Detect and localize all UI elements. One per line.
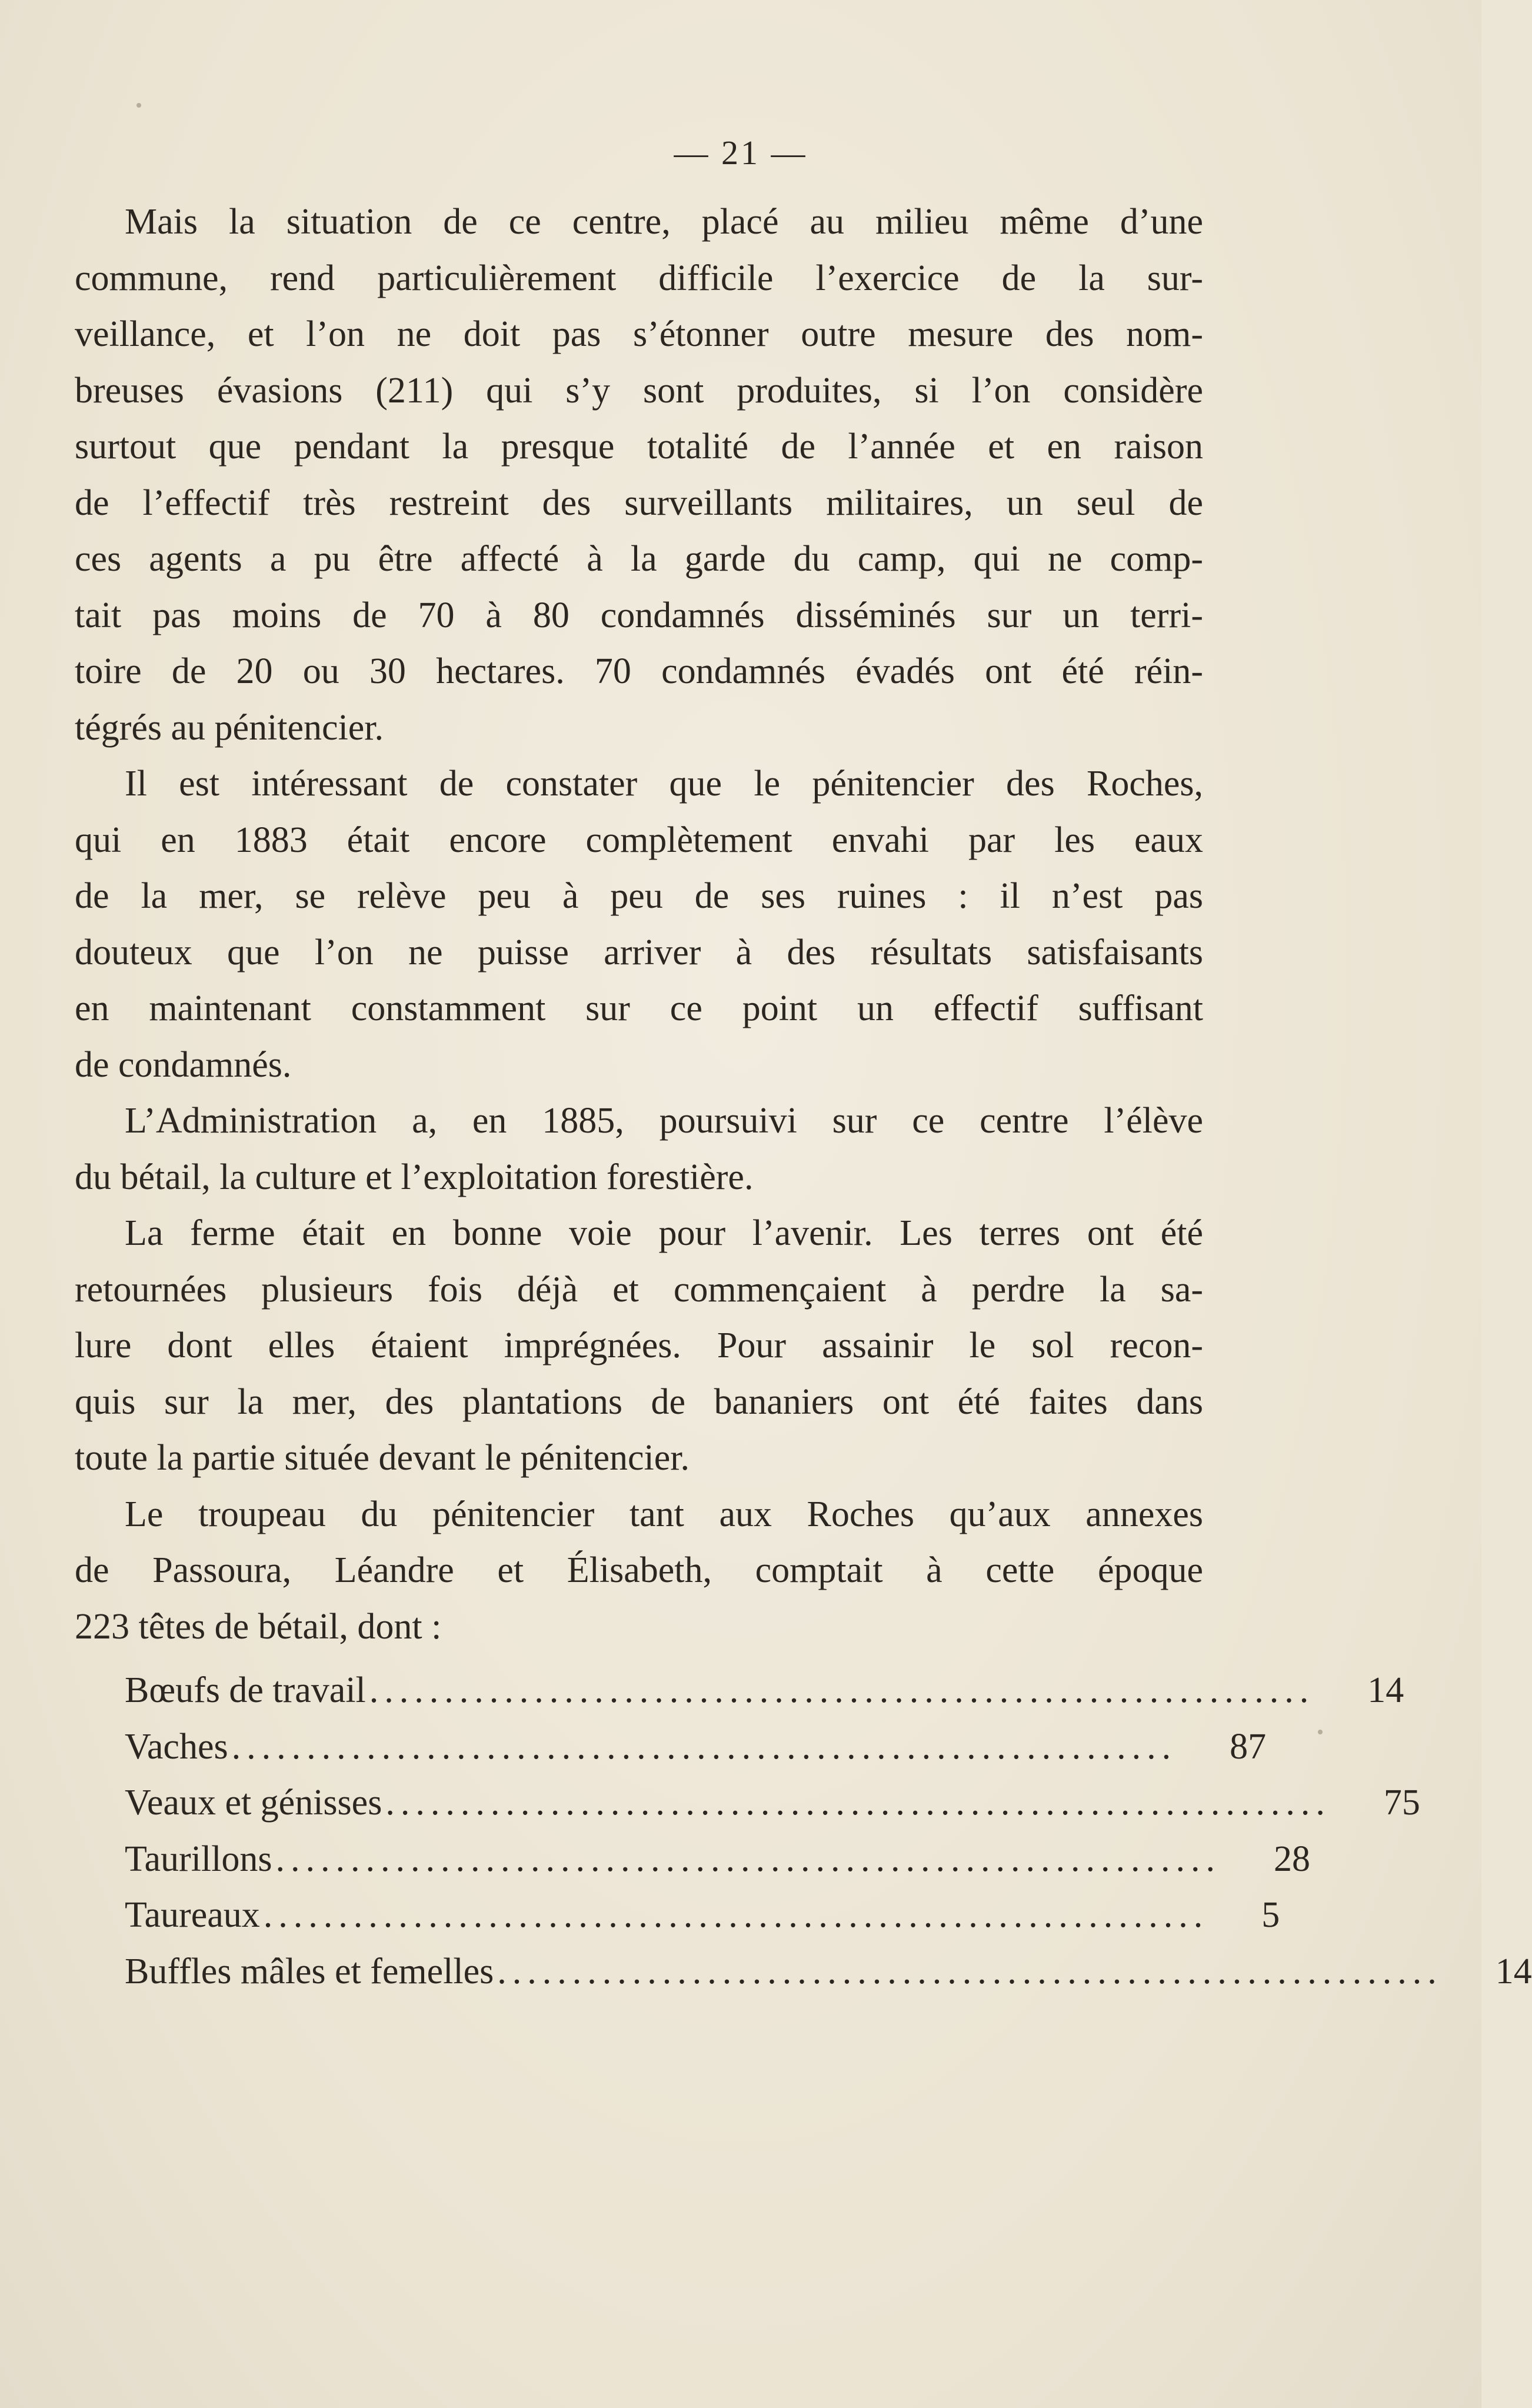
text-line: quis sur la mer, des plantations de bananiers ont été faites dans — [75, 1381, 1203, 1422]
table-row — [125, 1663, 1404, 1719]
leader-dots: ............................................................... — [275, 1839, 1221, 1879]
table-row — [125, 1775, 1420, 1831]
text-line: breuses évasions (211) qui s’y sont produites, si l’on considère — [75, 370, 1203, 411]
row-label: Bœufs de travail — [125, 1670, 366, 1710]
text-line: de Passoura, Léandre et Élisabeth, comptait à cette époque — [75, 1550, 1203, 1590]
text-line: lure dont elles étaient imprégnées. Pour assainir le sol recon- — [75, 1325, 1203, 1365]
table-row — [125, 1719, 1267, 1776]
paragraph — [75, 756, 1203, 1093]
text-line: de condamnés. — [75, 1044, 292, 1085]
row-label: Veaux et génisses — [125, 1783, 382, 1823]
leader-dots: ............................................................... — [369, 1670, 1315, 1710]
text-line: tégrés au pénitencier. — [75, 707, 384, 748]
row-label: Taureaux — [125, 1895, 260, 1935]
row-value: 14 — [1495, 1951, 1532, 1991]
row-value: 87 — [1230, 1726, 1267, 1767]
paragraph — [75, 1205, 1203, 1487]
text-line: douteux que l’on ne puisse arriver à des résultats satisfaisants — [75, 932, 1203, 972]
text-line: Le troupeau du pénitencier tant aux Roches qu’aux annexes — [125, 1494, 1203, 1534]
paragraph — [75, 194, 1203, 756]
text-line: en maintenant constamment sur ce point un effectif suffisant — [75, 988, 1203, 1028]
text-line: veillance, et l’on ne doit pas s’étonner outre mesure des nom- — [75, 314, 1203, 354]
text-line: toire de 20 ou 30 hectares. 70 condamnés évadés ont été réin- — [75, 651, 1203, 691]
text-line: du bétail, la culture et l’exploitation forestière. — [75, 1157, 754, 1197]
text-line: tait pas moins de 70 à 80 condamnés disséminés sur un terri- — [75, 595, 1203, 635]
paper-speck — [136, 103, 141, 108]
row-label: Buffles mâles et femelles — [125, 1951, 494, 1991]
row-value: 28 — [1274, 1839, 1311, 1879]
text-line: 223 têtes de bétail, dont : — [75, 1606, 442, 1647]
leader-dots: ............................................................... — [385, 1783, 1331, 1823]
body-text — [75, 194, 1203, 1655]
table-row — [125, 1944, 1532, 2000]
leader-dots: ............................................................... — [263, 1895, 1209, 1935]
row-value: 75 — [1383, 1783, 1420, 1823]
row-label: Vaches — [125, 1726, 228, 1767]
row-label: Taurillons — [125, 1839, 272, 1879]
text-line: L’Administration a, en 1885, poursuivi sur ce centre l’élève — [125, 1101, 1203, 1141]
leader-dots: ............................................................... — [497, 1951, 1443, 1991]
table-row — [125, 1831, 1311, 1888]
text-line: retournées plusieurs fois déjà et commençaient à perdre la sa- — [75, 1269, 1203, 1310]
paper-speck — [1318, 1730, 1323, 1734]
paragraph — [75, 1487, 1203, 1656]
livestock-table — [125, 1663, 1532, 2000]
text-line: commune, rend particulièrement difficile l’exercice de la sur- — [75, 258, 1203, 298]
text-line: toute la partie située devant le pénitencier. — [75, 1438, 690, 1478]
row-value: 5 — [1261, 1895, 1280, 1935]
row-value: 14 — [1367, 1670, 1404, 1710]
text-line: ces agents a pu être affecté à la garde du camp, qui ne comp- — [75, 539, 1203, 579]
text-line: qui en 1883 était encore complètement envahi par les eaux — [75, 820, 1203, 860]
page-number: — 21 — — [674, 134, 808, 172]
leader-dots: ............................................................... — [231, 1726, 1177, 1767]
text-line: La ferme était en bonne voie pour l’avenir. Les terres ont été — [125, 1213, 1203, 1253]
table-row — [125, 1887, 1280, 1944]
text-line: Il est intéressant de constater que le pénitencier des Roches, — [125, 764, 1203, 804]
text-line: Mais la situation de ce centre, placé au milieu même d’une — [125, 202, 1203, 242]
text-line: surtout que pendant la presque totalité de l’année et en raison — [75, 427, 1203, 467]
paragraph — [75, 1093, 1203, 1205]
text-line: de la mer, se relève peu à peu de ses ruines : il n’est pas — [75, 876, 1203, 916]
text-line: de l’effectif très restreint des surveillants militaires, un seul de — [75, 482, 1203, 523]
